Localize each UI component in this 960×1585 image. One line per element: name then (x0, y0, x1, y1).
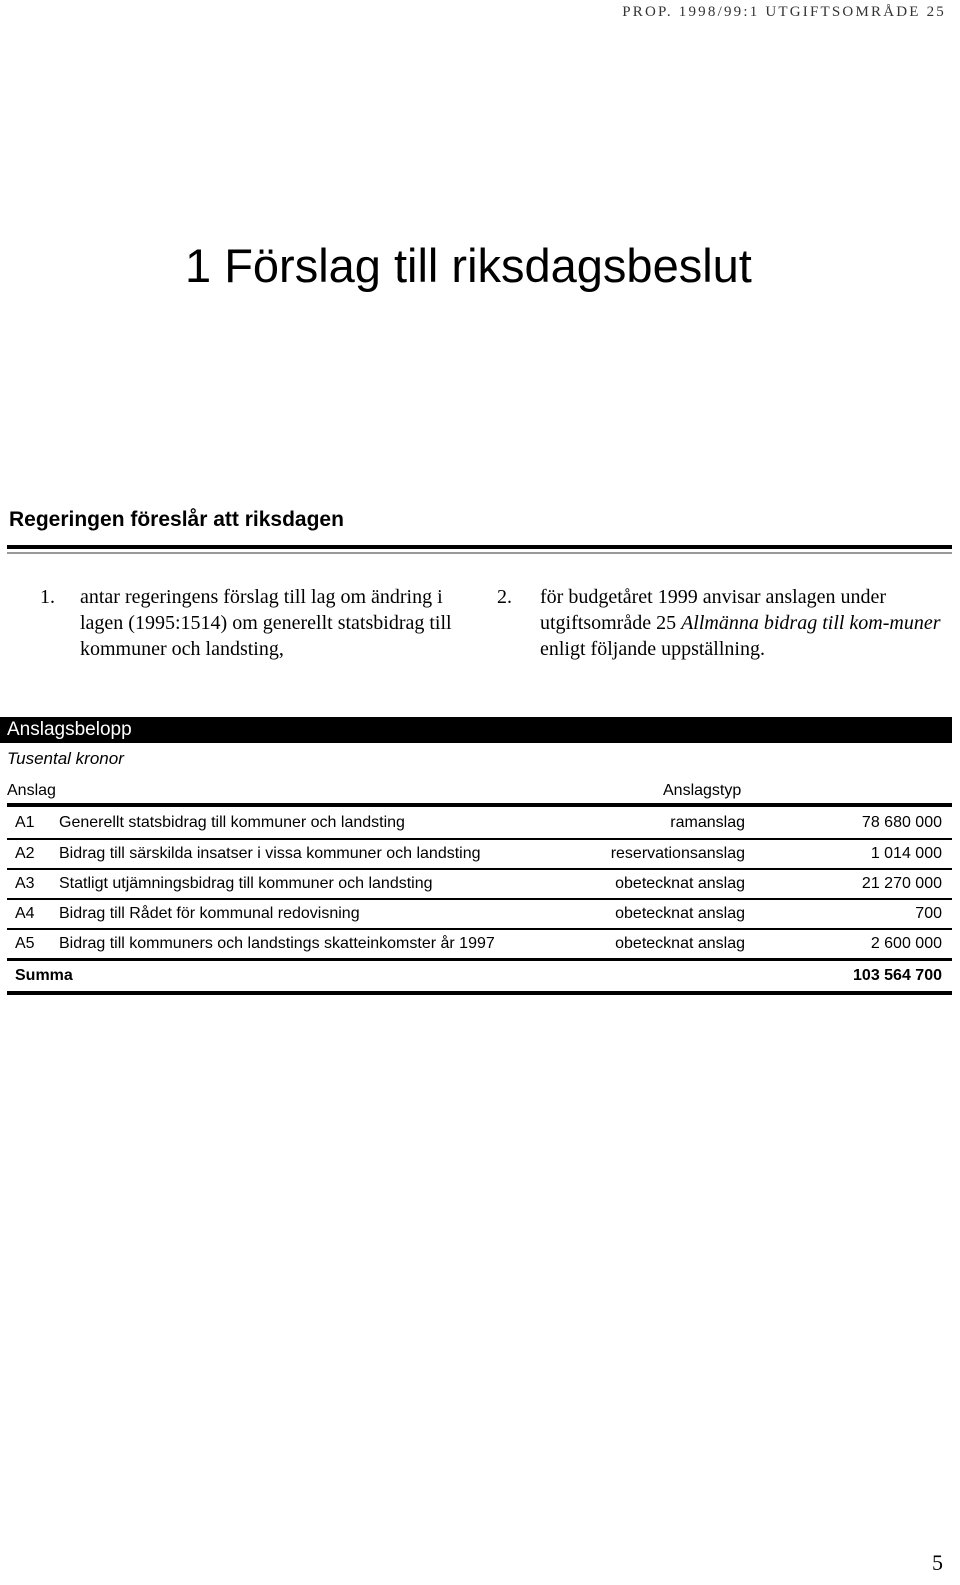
row-amount: 1 014 000 (870, 845, 942, 862)
chapter-title: 1 Förslag till riksdagsbeslut (185, 239, 752, 292)
section-rule-thin (7, 552, 952, 554)
row-type: reservationsanslag (610, 845, 745, 862)
proposal-text-part: enligt följande uppställning. (540, 638, 765, 660)
section-rule (7, 545, 952, 549)
table-bottom-rule (7, 991, 952, 995)
table-row (7, 869, 952, 899)
row-id: A1 (15, 814, 35, 831)
section-heading: Regeringen föreslår att riksdagen (9, 508, 344, 531)
page-number: 5 (932, 1550, 943, 1575)
running-head: PROP. 1998/99:1 UTGIFTSOMRÅDE 25 (622, 4, 946, 20)
row-id: A5 (15, 935, 35, 952)
row-name: Statligt utjämningsbidrag till kommuner och landsting (59, 875, 433, 892)
row-name: Bidrag till särskilda insatser i vissa kommuner och landsting (59, 845, 481, 862)
column-header-anslag: Anslag (7, 782, 56, 799)
row-amount: 21 270 000 (861, 875, 942, 892)
row-name: Bidrag till Rådet för kommunal redovisning (59, 905, 360, 922)
table-title: Anslagsbelopp (7, 719, 132, 740)
row-type: obetecknat anslag (615, 875, 745, 892)
proposal-number: 2. (497, 586, 512, 608)
row-amount: 2 600 000 (870, 935, 942, 952)
table-row (7, 929, 952, 959)
row-id: A2 (15, 845, 35, 862)
column-header-anslagstyp: Anslagstyp (663, 782, 742, 799)
proposal-text-part: för budgetåret 1999 anvisar anslagen under utgiftsområde 25 (540, 586, 886, 634)
row-name: Bidrag till kommuners och landstings skatteinkomster år 1997 (59, 935, 495, 952)
row-amount: 78 680 000 (861, 814, 942, 831)
row-type: ramanslag (670, 814, 745, 831)
table-header-rule (7, 803, 952, 807)
table-unit: Tusental kronor (7, 749, 124, 768)
proposal-text: antar regeringens förslag till lag om ändring i lagen (1995:1514) om generellt statsbidrag till kommuner och landsting, (80, 586, 452, 660)
row-name: Generellt statsbidrag till kommuner och landsting (59, 814, 405, 831)
proposal-item-1 (40, 584, 470, 662)
table-row (7, 808, 952, 838)
proposal-text-italic: Allmänna bidrag till kom-muner (681, 612, 941, 634)
table-title-banner (0, 717, 952, 743)
sum-amount: 103 564 700 (853, 967, 942, 984)
row-type: obetecknat anslag (615, 935, 745, 952)
table-row (7, 899, 952, 929)
proposal-number: 1. (40, 586, 55, 608)
row-amount: 700 (915, 905, 942, 922)
row-id: A4 (15, 905, 35, 922)
proposal-text (540, 584, 952, 662)
row-id: A3 (15, 875, 35, 892)
table-sum-row (7, 961, 952, 991)
sum-label: Summa (15, 967, 73, 984)
proposal-item-2 (497, 584, 952, 662)
table-row (7, 839, 952, 869)
row-type: obetecknat anslag (615, 905, 745, 922)
